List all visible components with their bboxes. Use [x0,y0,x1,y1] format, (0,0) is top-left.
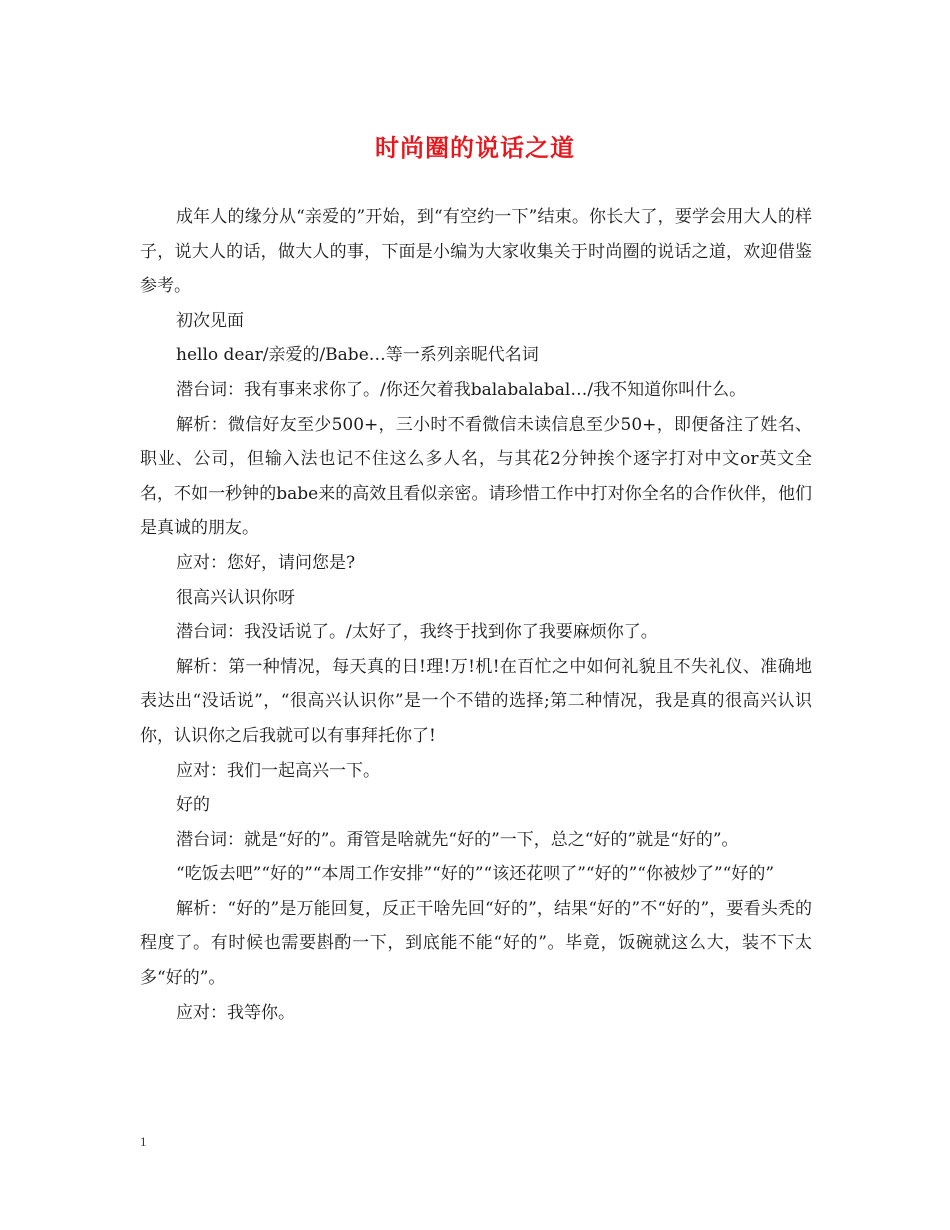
analysis-paragraph: 解析：“好的”是万能回复，反正干啥先回“好的”，结果“好的”不“好的”，要看头秃的程度了。有时候也需要斟酌一下，到底能不能“好的”。毕竟，饭碗就这么大，装不下太多“好的”。 [140,898,812,989]
response-paragraph: 应对：您好，请问您是? [176,552,356,573]
analysis-paragraph: 解析：微信好友至少500+，三小时不看微信未读信息至少50+，即便备注了姓名、职业、公司，但输入法也记不住这么多人名，与其花2分钟挨个逐字打对中文or英文全名，不如一秒钟的babe来的高效且看似亲密。请珍惜工作中打对你全名的合作伙伴，他们是真诚的朋友。 [140,414,812,539]
document-body [140,200,812,1030]
analysis-paragraph: 解析：第一种情况，每天真的日!理!万!机!在百忙之中如何礼貌且不失礼仪、准确地表达出“没话说”，“很高兴认识你”是一个不错的选择;第二种情况，我是真的很高兴认识你，认识你之后我就可以有事拜托你了! [140,656,812,746]
subtext-paragraph: 潜台词：我没话说了。/太好了，我终于找到你了我要麻烦你了。 [176,622,658,643]
document-title: 时尚圈的说话之道 [375,134,575,162]
section-heading-ok: 好的 [176,795,210,816]
response-paragraph: 应对：我们一起高兴一下。 [176,760,380,781]
section-heading-nice-to-meet: 很高兴认识你呀 [176,587,295,608]
phrase-hello-dear: hello dear/亲爱的/Babe…等一系列亲昵代名词 [176,345,539,366]
intro-paragraph: 成年人的缘分从“亲爱的”开始，到“有空约一下”结束。你长大了，要学会用大人的样子，说大人的话，做大人的事，下面是小编为大家收集关于时尚圈的说话之道，欢迎借鉴参考。 [140,207,812,297]
example-dialogue-paragraph: “吃饭去吧”“好的”“本周工作安排”“好的”“该还花呗了”“好的”“你被炒了”“好的” [176,864,775,885]
subtext-paragraph: 潜台词：就是“好的”。甭管是啥就先“好的”一下，总之“好的”就是“好的”。 [176,829,739,850]
page-number: 1 [140,1134,147,1149]
section-heading-first-meeting: 初次见面 [176,310,244,331]
response-paragraph: 应对：我等你。 [176,1002,295,1023]
subtext-paragraph: 潜台词：我有事来求你了。/你还欠着我balabalabal…/我不知道你叫什么。 [176,379,747,400]
